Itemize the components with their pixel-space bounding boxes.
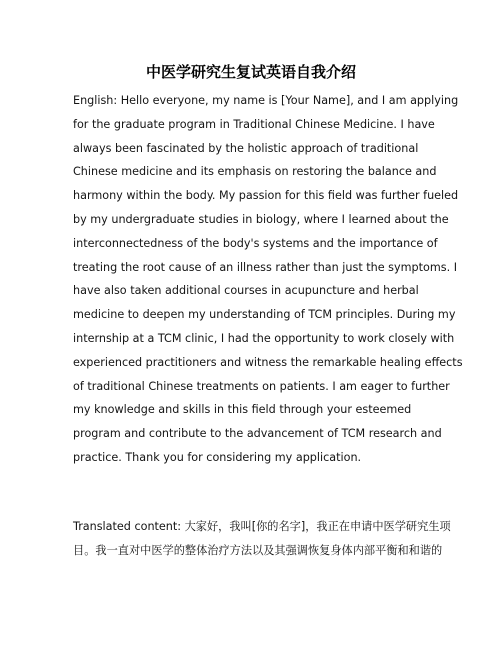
document-title: 中医学研究生复试英语自我介绍 — [145, 63, 356, 81]
paragraph-line: 目。我一直对中医学的整体治疗方法以及其强调恢复身体内部平衡和和谐的 — [73, 543, 443, 557]
paragraph-line: of traditional Chinese treatments on patients. I am eager to further — [73, 379, 450, 393]
paragraph-line: experienced practitioners and witness the remarkable healing effects — [73, 355, 463, 369]
paragraph-line: medicine to deepen my understanding of TCM principles. During my — [73, 308, 456, 322]
paragraph-line: English: Hello everyone, my name is [Your Name], and I am applying — [73, 94, 459, 107]
paragraph-line: practice. Thank you for considering my application. — [73, 450, 362, 464]
paragraph-line: Chinese medicine and its emphasis on restoring the balance and — [73, 165, 437, 179]
paragraph-line: harmony within the body. My passion for this field was further fueled — [73, 189, 459, 203]
paragraph-line: by my undergraduate studies in biology, where I learned about the — [73, 212, 449, 226]
paragraph-line: program and contribute to the advancement of TCM research and — [73, 427, 442, 441]
paragraph-line: Translated content: 大家好，我叫[你的名字]，我正在申请中医学研究生项 — [73, 520, 451, 533]
paragraph-line: treating the root cause of an illness rather than just the symptoms. I — [73, 260, 457, 274]
paragraph-line: my knowledge and skills in this field through your esteemed — [73, 403, 412, 417]
paragraph-line: always been fascinated by the holistic approach of traditional — [73, 141, 419, 155]
english-paragraph — [73, 89, 463, 470]
paragraph-line: for the graduate program in Traditional Chinese Medicine. I have — [73, 117, 435, 131]
paragraph-line: internship at a TCM clinic, I had the opportunity to work closely with — [73, 331, 455, 345]
translated-paragraph — [73, 515, 451, 563]
paragraph-line: have also taken additional courses in acupuncture and herbal — [73, 284, 419, 298]
paragraph-line: interconnectedness of the body's systems and the importance of — [73, 236, 438, 250]
